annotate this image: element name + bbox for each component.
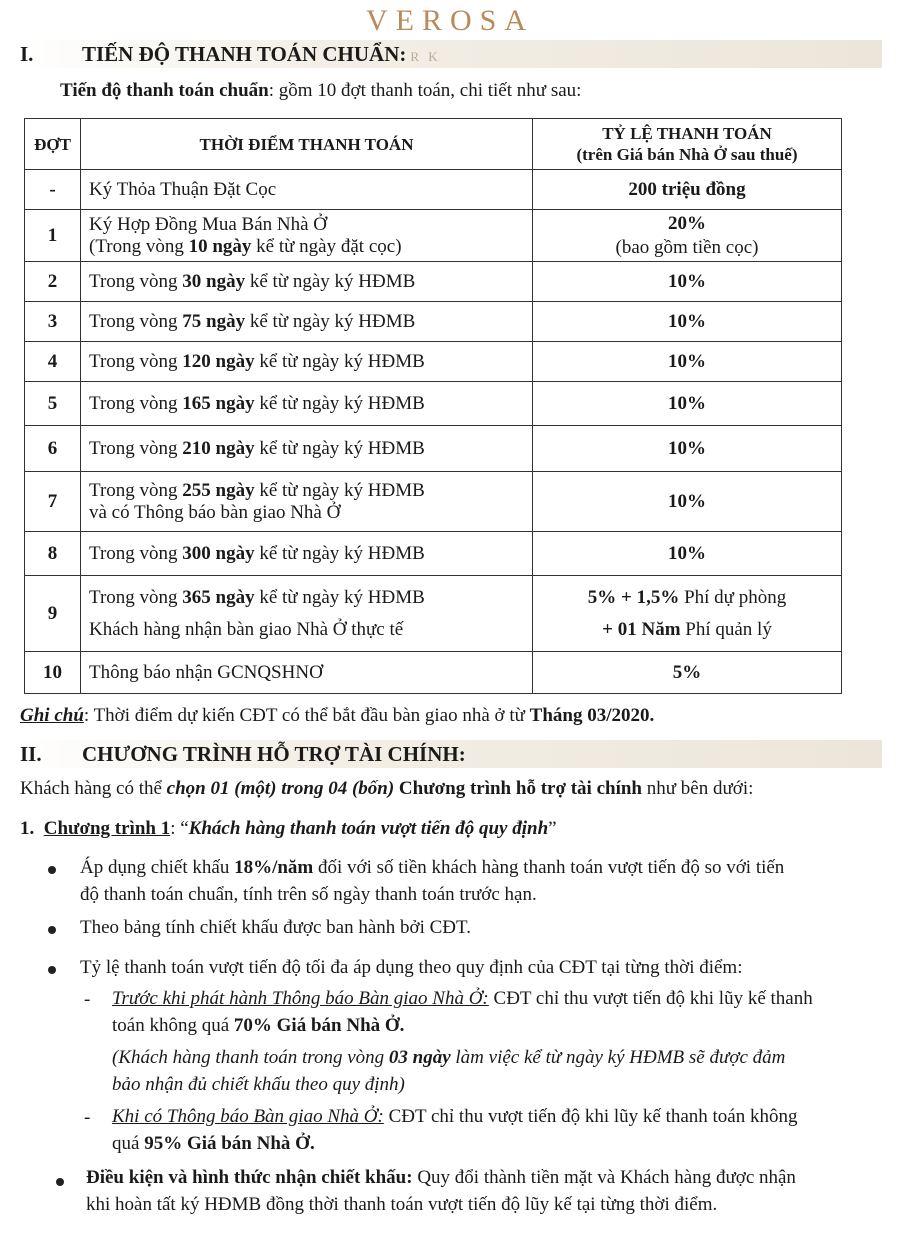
row-dot: - [25, 170, 81, 210]
section-2-intro: Khách hàng có thể chọn 01 (một) trong 04 (bốn) Chương trình hỗ trợ tài chính như bên dưới: [20, 778, 754, 799]
sub-item-1-note: (Khách hàng thanh toán trong vòng 03 ngày làm việc kể từ ngày ký HĐMB sẽ được đảm bảo nhận đủ chiết khấu theo quy định) [112, 1047, 786, 1095]
row-rate: 10% [533, 532, 842, 576]
bullet-icon [48, 866, 56, 874]
table-row [25, 302, 842, 342]
bullet-icon [48, 926, 56, 934]
bullet-2: Theo bảng tính chiết khấu được ban hành bởi CĐT. [80, 917, 471, 938]
row-dot: 3 [25, 302, 81, 342]
row-rate: 10% [533, 302, 842, 342]
table-row [25, 210, 842, 262]
row-rate: 10% [533, 472, 842, 532]
bullet-3: Tỷ lệ thanh toán vượt tiến độ tối đa áp dụng theo quy định của CĐT tại từng thời điểm: [80, 957, 743, 978]
table-row [25, 262, 842, 302]
section-1-number: I. [20, 42, 34, 66]
row-dot: 8 [25, 532, 81, 576]
row-time: Trong vòng 255 ngày kể từ ngày ký HĐMB và có Thông báo bàn giao Nhà Ở [81, 472, 533, 532]
program-1-label: Chương trình 1 [43, 818, 171, 839]
section-2-title: CHƯƠNG TRÌNH HỖ TRỢ TÀI CHÍNH: [82, 742, 466, 766]
bullet-4: Điều kiện và hình thức nhận chiết khấu: Quy đổi thành tiền mặt và Khách hàng được nhận khi hoàn tất ký HĐMB đồng thời thanh toán vượt tiến độ lũy kế tại từng thời điểm. [86, 1167, 796, 1215]
row-rate: 200 triệu đồng [533, 170, 842, 210]
row-rate: 10% [533, 426, 842, 472]
table-header-row [25, 119, 842, 170]
row-time: Ký Thỏa Thuận Đặt Cọc [81, 170, 533, 210]
row-dot: 5 [25, 382, 81, 426]
header-rate: TỶ LỆ THANH TOÁN (trên Giá bán Nhà Ở sau thuế) [533, 119, 842, 170]
row-rate: 10% [533, 262, 842, 302]
bullet-icon [56, 1178, 64, 1186]
row-rate: 20% (bao gồm tiền cọc) [533, 210, 842, 262]
row-time: Trong vòng 210 ngày kể từ ngày ký HĐMB [81, 426, 533, 472]
dash-marker: - [84, 1107, 91, 1128]
note-label: Ghi chú [20, 705, 84, 726]
bullet-1: Áp dụng chiết khấu 18%/năm đối với số tiền khách hàng thanh toán vượt tiến độ so với tiến độ thanh toán chuẩn, tính trên số ngày thanh toán trước hạn. [80, 857, 785, 905]
row-time: Trong vòng 365 ngày kể từ ngày ký HĐMB Khách hàng nhận bàn giao Nhà Ở thực tế [81, 576, 533, 652]
section-1-title: TIẾN ĐỘ THANH TOÁN CHUẨN: R K [82, 42, 441, 66]
header-time: THỜI ĐIỂM THANH TOÁN [81, 119, 533, 170]
row-dot: 10 [25, 652, 81, 694]
sub-item-2: Khi có Thông báo Bàn giao Nhà Ở: CĐT chỉ thu vượt tiến độ khi lũy kế thanh toán không quá 95% Giá bán Nhà Ở. [112, 1106, 798, 1154]
row-rate: 5% [533, 652, 842, 694]
row-time: Trong vòng 165 ngày kể từ ngày ký HĐMB [81, 382, 533, 426]
sub-item-1: Trước khi phát hành Thông báo Bàn giao Nhà Ở: CĐT chỉ thu vượt tiến độ khi lũy kế thanh toán không quá 70% Giá bán Nhà Ở. [112, 988, 813, 1036]
table-row [25, 426, 842, 472]
row-dot: 7 [25, 472, 81, 532]
bullet-icon [48, 966, 56, 974]
row-time: Trong vòng 120 ngày kể từ ngày ký HĐMB [81, 342, 533, 382]
table-row [25, 532, 842, 576]
header-dot: ĐỢT [25, 119, 81, 170]
table-row [25, 652, 842, 694]
table-row [25, 382, 842, 426]
row-dot: 6 [25, 426, 81, 472]
table-row [25, 576, 842, 652]
row-time: Trong vòng 30 ngày kể từ ngày ký HĐMB [81, 262, 533, 302]
faint-mark: R K [410, 49, 441, 64]
payment-schedule-table [24, 118, 842, 694]
row-time: Thông báo nhận GCNQSHNƠ [81, 652, 533, 694]
table-row [25, 342, 842, 382]
section-1-intro: Tiến độ thanh toán chuẩn: gồm 10 đợt thanh toán, chi tiết như sau: [60, 80, 582, 101]
row-dot: 2 [25, 262, 81, 302]
table-row [25, 472, 842, 532]
row-time: Trong vòng 75 ngày kể từ ngày ký HĐMB [81, 302, 533, 342]
section-2-header [14, 740, 882, 768]
note-line: Ghi chú: Thời điểm dự kiến CĐT có thể bắt đầu bàn giao nhà ở từ Tháng 03/2020. [20, 705, 655, 726]
table-row [25, 170, 842, 210]
row-time: Ký Hợp Đồng Mua Bán Nhà Ở (Trong vòng 10 ngày kể từ ngày đặt cọc) [81, 210, 533, 262]
dash-marker: - [84, 989, 91, 1010]
section-1-header [14, 40, 882, 68]
row-dot: 4 [25, 342, 81, 382]
row-rate: 10% [533, 382, 842, 426]
verosa-logo: VEROSA [365, 4, 534, 37]
row-rate: 10% [533, 342, 842, 382]
row-dot: 9 [25, 576, 81, 652]
row-dot: 1 [25, 210, 81, 262]
program-1-heading: 1. Chương trình 1: “Khách hàng thanh toán vượt tiến độ quy định” [20, 818, 557, 839]
section-2-number: II. [20, 742, 42, 766]
row-time: Trong vòng 300 ngày kể từ ngày ký HĐMB [81, 532, 533, 576]
row-rate: 5% + 1,5% Phí dự phòng + 01 Năm Phí quản lý [533, 576, 842, 652]
